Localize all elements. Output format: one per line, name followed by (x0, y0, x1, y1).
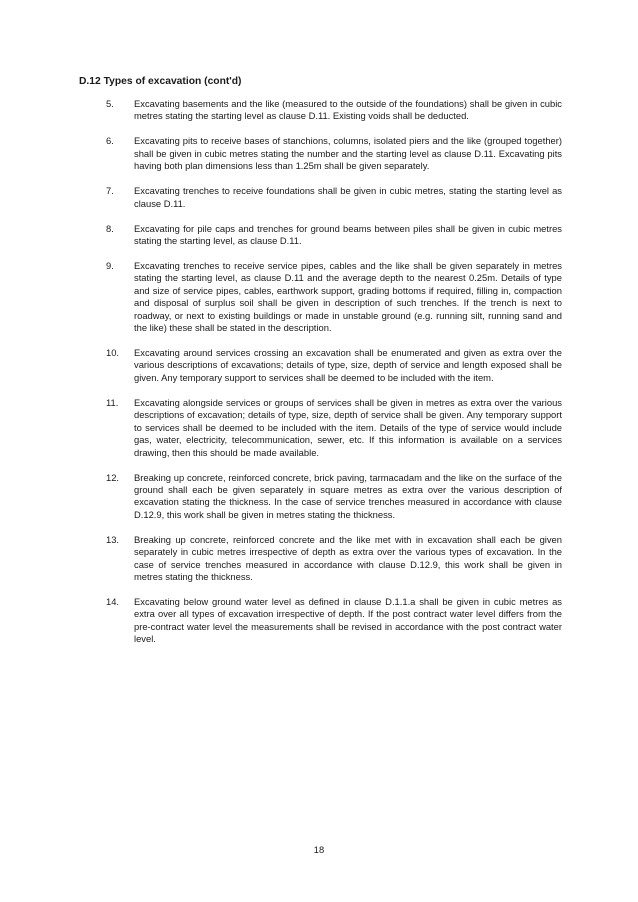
clause-list (79, 98, 562, 658)
clause-item (79, 347, 562, 384)
section-heading: D.12 Types of excavation (cont'd) (79, 76, 242, 87)
clause-number: 14. (106, 595, 120, 607)
clause-item (79, 534, 562, 584)
clause-item (79, 223, 562, 248)
clause-number: 7. (106, 185, 114, 197)
clause-text: Excavating below ground water level as defined in clause D.1.1.a shall be given in cubic metres as extra over all types of excavation irrespective of depth. If the post contract water level differs from the pre-contract water level the measurements shall be revised in accordance with the post contract water level. (134, 595, 562, 645)
clause-text: Excavating alongside services or groups of services shall be given in metres as extra over the various descriptions of excavation; details of type, size, depth of service shall be given. Any temporary support to services shall be deemed to be included with the item. Details of the type of service would include gas, water, electricity, telecommunication, sewer, etc. If this information is available on a services drawing, then this should be made available. (134, 396, 562, 458)
clause-number: 10. (106, 347, 120, 359)
clause-item (79, 397, 562, 459)
clause-text: Breaking up concrete, reinforced concrete, brick paving, tarmacadam and the like on the surface of the ground shall each be given separately in square metres as extra over the various description of excavation stating the thickness. In the case of service trenches measured in accordance with clause D.12.9, this work shall be given in metres stating the thickness. (134, 471, 562, 520)
clause-text: Excavating basements and the like (measured to the outside of the foundations) shall be given in cubic metres stating the starting level as clause D.11. Existing voids shall be deducted. (134, 98, 562, 122)
clause-number: 13. (106, 533, 120, 545)
clause-text: Excavating around services crossing an excavation shall be enumerated and given as extra over the various descriptions of excavations; details of type, size, depth of service and length exposed shall be given. Any temporary support to services shall be deemed to be included with the item. (134, 347, 562, 383)
clause-text: Excavating trenches to receive foundations shall be given in cubic metres, stating the starting level as clause D.11. (134, 185, 562, 209)
clause-item (79, 135, 562, 172)
clause-text: Excavating pits to receive bases of stanchions, columns, isolated piers and the like (grouped together) shall be given in cubic metres stating the number and the starting level as clause D.11. Excavating pits having both plan dimensions less than 1.25m shall be given separately. (134, 135, 562, 172)
clause-item (79, 260, 562, 334)
clause-item (79, 596, 562, 646)
clause-number: 6. (106, 135, 114, 147)
clause-text: Excavating for pile caps and trenches for ground beams between piles shall be given in cubic metres stating the starting level, as clause D.11. (134, 222, 562, 247)
clause-text: Breaking up concrete, reinforced concrete and the like met with in excavation shall each be given separately in cubic metres irrespective of depth as extra over the various types of excavation. In the case of service trenches measured in accordance with clause D.12.9, this work shall be given in metres stating the thickness. (134, 533, 562, 582)
clause-number: 8. (106, 222, 114, 234)
page-number: 18 (313, 844, 325, 855)
clause-number: 9. (106, 260, 114, 272)
clause-text: Excavating trenches to receive service pipes, cables and the like shall be given separately in metres stating the starting level, as clause D.11 and the average depth to the nearest 0.25m. Details of type and size of service pipes, cables, earthwork support, grading bottoms if required, filling in, compaction and disposal of surplus soil shall be given in description of such trenches. If the trench is next to roadway, or next to existing buildings or made in unstable ground (e.g. running silt, running sand and the like) these shall be stated in the description. (134, 260, 562, 334)
clause-item (79, 185, 562, 210)
clause-number: 5. (106, 98, 114, 109)
clause-number: 12. (106, 471, 120, 483)
clause-item (79, 98, 562, 123)
clause-number: 11. (106, 396, 119, 408)
clause-item (79, 472, 562, 522)
